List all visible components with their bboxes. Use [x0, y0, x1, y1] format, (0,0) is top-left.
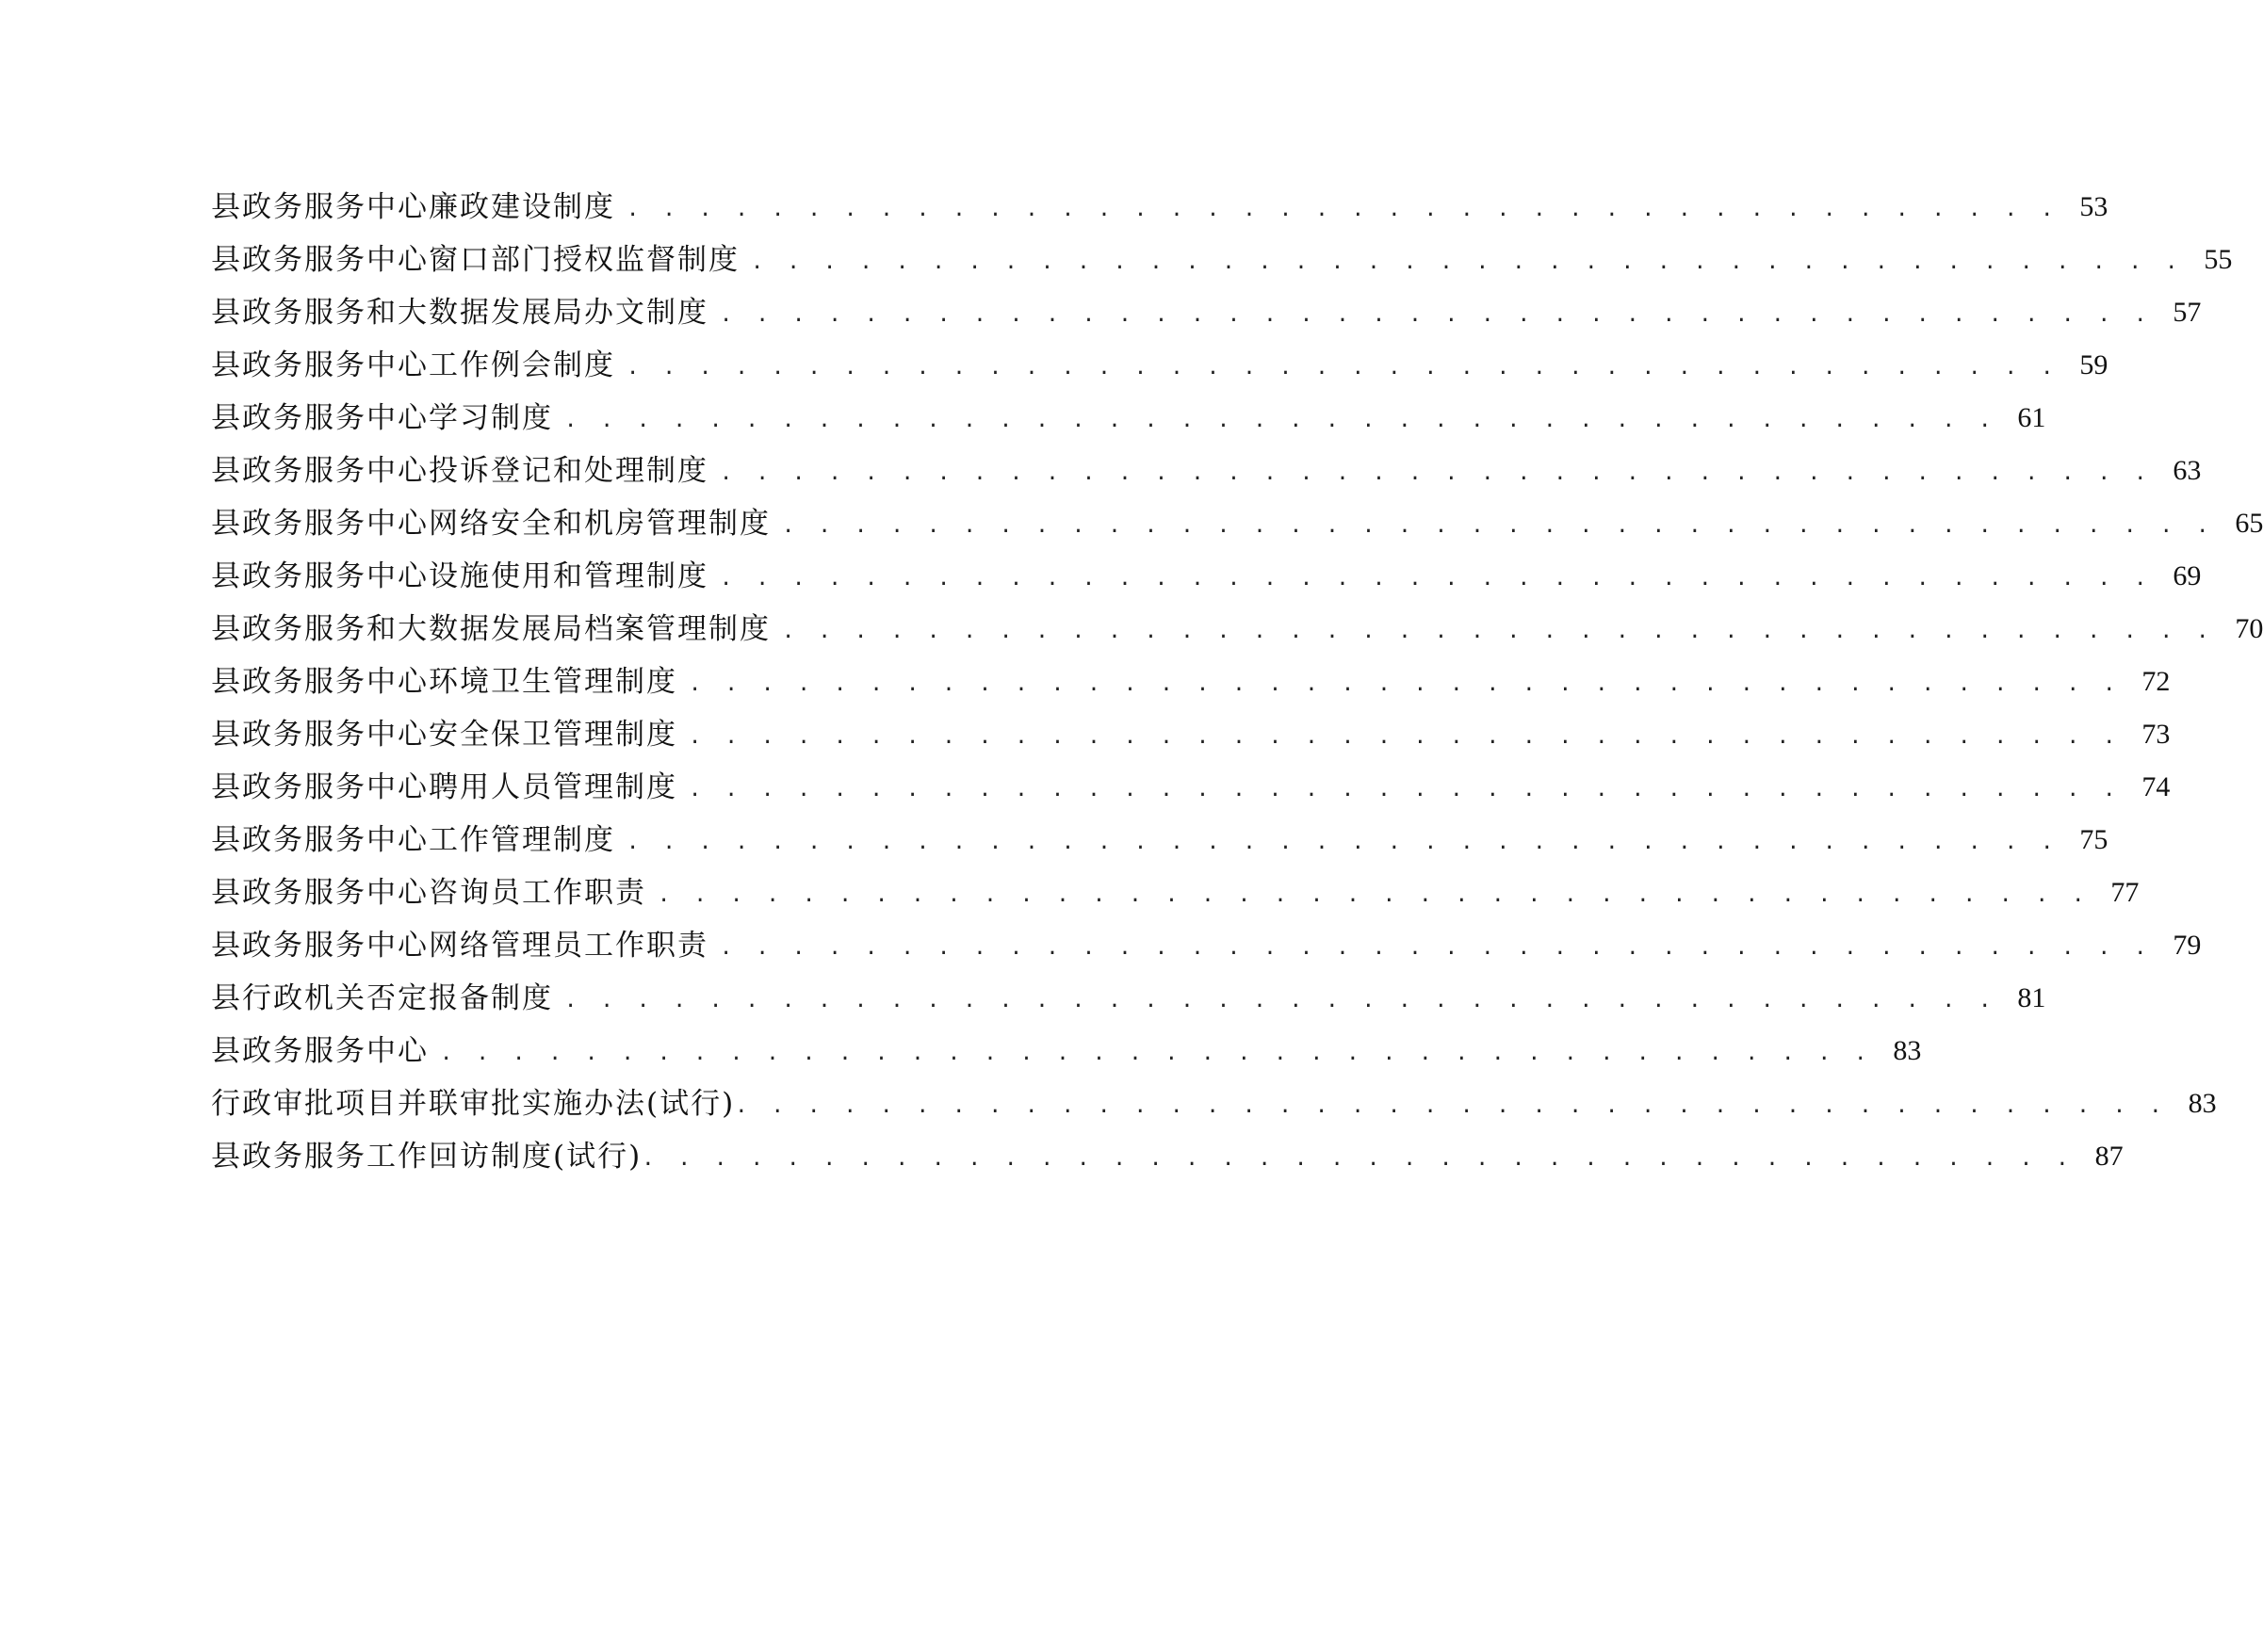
- toc-entry-page: 63: [2173, 455, 2202, 486]
- toc-entry[interactable]: [211, 701, 2171, 753]
- toc-entry[interactable]: [211, 1123, 2124, 1175]
- toc-leader-dots: . . . . . . . . . . . . . . . . . . . . . . . . . . . . . . . . . . . . . . . .: [564, 989, 1997, 1012]
- toc-leader-dots: . . . . . . . . . . . . . . . . . . . . . . . . . . . . . . . . . . . . . . . .: [720, 936, 2153, 960]
- toc-entry-page: 83: [1893, 1035, 1922, 1066]
- toc-entry[interactable]: [211, 332, 2108, 384]
- toc-entry-title: 县政务服务中心环境卫生管理制度: [211, 665, 677, 699]
- toc-entry-title: 县政务服务和大数据发展局档案管理制度: [211, 612, 771, 646]
- toc-entry[interactable]: [211, 753, 2171, 806]
- toc-entry-page: 57: [2173, 297, 2202, 328]
- toc-entry-title: 县政务服务中心工作例会制度: [211, 348, 615, 382]
- toc-leader-dots: . . . . . . . . . . . . . . . . . . . . . . . . . . . . . . . . . . . . . . . .: [564, 409, 1997, 432]
- toc-leader-dots: . . . . . . . . . . . . . . . . . . . . . . . . . . . . . . . . . . . . . . . .: [627, 198, 2059, 221]
- toc-entry-title: 县政务服务中心工作管理制度: [211, 823, 615, 857]
- toc-entry-title: 行政审批项目并联审批实施办法(试行): [211, 1087, 736, 1121]
- toc-entry[interactable]: [211, 226, 2233, 279]
- toc-entry[interactable]: [211, 648, 2171, 701]
- toc-entry[interactable]: [211, 964, 2046, 1017]
- toc-leader-dots: . . . . . . . . . . . . . . . . . . . . . . . . . . . . . . . . . . . . . . . .: [720, 462, 2153, 485]
- toc-entry-title: 县行政机关否定报备制度: [211, 981, 553, 1015]
- toc-entry-page: 81: [2017, 982, 2046, 1013]
- toc-entry-page: 77: [2110, 877, 2140, 908]
- toc-leader-dots: . . . . . . . . . . . . . . . . . . . . . . . . . . . . . . . . . . . . . . . .: [720, 567, 2153, 591]
- toc-entry[interactable]: [211, 384, 2046, 437]
- toc-entry-page: 61: [2017, 402, 2046, 433]
- toc-entry[interactable]: [211, 912, 2202, 964]
- toc-entry-page: 87: [2094, 1141, 2124, 1172]
- toc-entry-page: 72: [2141, 666, 2171, 697]
- toc-entry-title: 县政务服务中心网络安全和机房管理制度: [211, 507, 771, 541]
- toc-leader-dots: . . . . . . . . . . . . . . . . . . . . . . . . . . . . . . . . . . . . . . . .: [735, 1094, 2168, 1118]
- toc-entry-page: 69: [2173, 560, 2202, 591]
- toc-entry-title: 县政务服务中心投诉登记和处理制度: [211, 454, 708, 488]
- toc-entry-title: 县政务服务中心咨询员工作职责: [211, 876, 646, 910]
- toc-entry-title: 县政务服务中心网络管理员工作职责: [211, 929, 708, 963]
- toc-entry[interactable]: [211, 1070, 2217, 1123]
- toc-entry-title: 县政务服务中心安全保卫管理制度: [211, 718, 677, 752]
- toc-entry[interactable]: [211, 595, 2263, 648]
- toc-entry[interactable]: [211, 437, 2202, 490]
- toc-entry-page: 70: [2235, 613, 2263, 644]
- toc-leader-dots: . . . . . . . . . . . . . . . . . . . . . . . . . . . . . . . . . . . . . . . .: [658, 883, 2091, 907]
- toc-entry-title: 县政务服务中心: [211, 1034, 429, 1068]
- toc-leader-dots: . . . . . . . . . . . . . . . . . . . . . . . . . . . . . . . . . . . . . . . .: [689, 778, 2122, 802]
- toc-entry[interactable]: [211, 279, 2202, 332]
- toc-leader-dots: . . . . . . . . . . . . . . . . . . . . . . . . . . . . . . . . . . . . . . . .: [720, 303, 2153, 327]
- toc-entry-page: 79: [2173, 930, 2202, 961]
- toc-entry[interactable]: [211, 859, 2140, 912]
- toc-entry-page: 59: [2079, 349, 2108, 381]
- toc-leader-dots: . . . . . . . . . . . . . . . . . . . . . . . . . . . . . . . . . . . . . . . .: [689, 725, 2122, 749]
- toc-leader-dots: . . . . . . . . . . . . . . . . . . . . . . . . . . . . . . . . . . . . . . . .: [782, 514, 2215, 538]
- toc-entry-title: 县政务服务和大数据发展局办文制度: [211, 296, 708, 330]
- toc-entry-page: 83: [2188, 1088, 2217, 1119]
- toc-entry[interactable]: [211, 1017, 1922, 1070]
- toc-entry-title: 县政务服务中心设施使用和管理制度: [211, 559, 708, 593]
- toc-leader-dots: . . . . . . . . . . . . . . . . . . . . . . . . . . . . . . . . . . . . . . . .: [627, 356, 2059, 380]
- toc-entry-page: 74: [2141, 771, 2171, 802]
- toc-entry-title: 县政务服务中心聘用人员管理制度: [211, 770, 677, 804]
- toc-entry-page: 65: [2235, 508, 2263, 539]
- toc-leader-dots: . . . . . . . . . . . . . . . . . . . . . . . . . . . . . . . . . . . . . . . .: [440, 1042, 1873, 1065]
- toc-entry[interactable]: [211, 173, 2108, 226]
- toc-entry-title: 县政务服务中心窗口部门授权监督制度: [211, 243, 740, 277]
- toc-leader-dots: . . . . . . . . . . . . . . . . . . . . . . . . . . . . . . . . . . . . . . . .: [751, 251, 2184, 274]
- toc-leader-dots: . . . . . . . . . . . . . . . . . . . . . . . . . . . . . . . . . . . . . . . .: [782, 620, 2215, 643]
- toc-entry-title: 县政务服务中心廉政建设制度: [211, 190, 615, 224]
- table-of-contents: [211, 173, 2263, 1175]
- toc-entry-title: 县政务服务中心学习制度: [211, 401, 553, 435]
- toc-entry[interactable]: [211, 490, 2263, 543]
- toc-entry-page: 53: [2079, 191, 2108, 222]
- toc-entry-page: 75: [2079, 824, 2108, 855]
- toc-leader-dots: . . . . . . . . . . . . . . . . . . . . . . . . . . . . . . . . . . . . . . . .: [627, 831, 2059, 854]
- toc-entry-page: 73: [2141, 719, 2171, 750]
- toc-entry-page: 55: [2204, 244, 2233, 275]
- toc-leader-dots: . . . . . . . . . . . . . . . . . . . . . . . . . . . . . . . . . . . . . . . .: [642, 1147, 2075, 1171]
- toc-leader-dots: . . . . . . . . . . . . . . . . . . . . . . . . . . . . . . . . . . . . . . . .: [689, 672, 2122, 696]
- toc-entry[interactable]: [211, 806, 2108, 859]
- toc-entry[interactable]: [211, 543, 2202, 595]
- toc-entry-title: 县政务服务工作回访制度(试行): [211, 1140, 643, 1174]
